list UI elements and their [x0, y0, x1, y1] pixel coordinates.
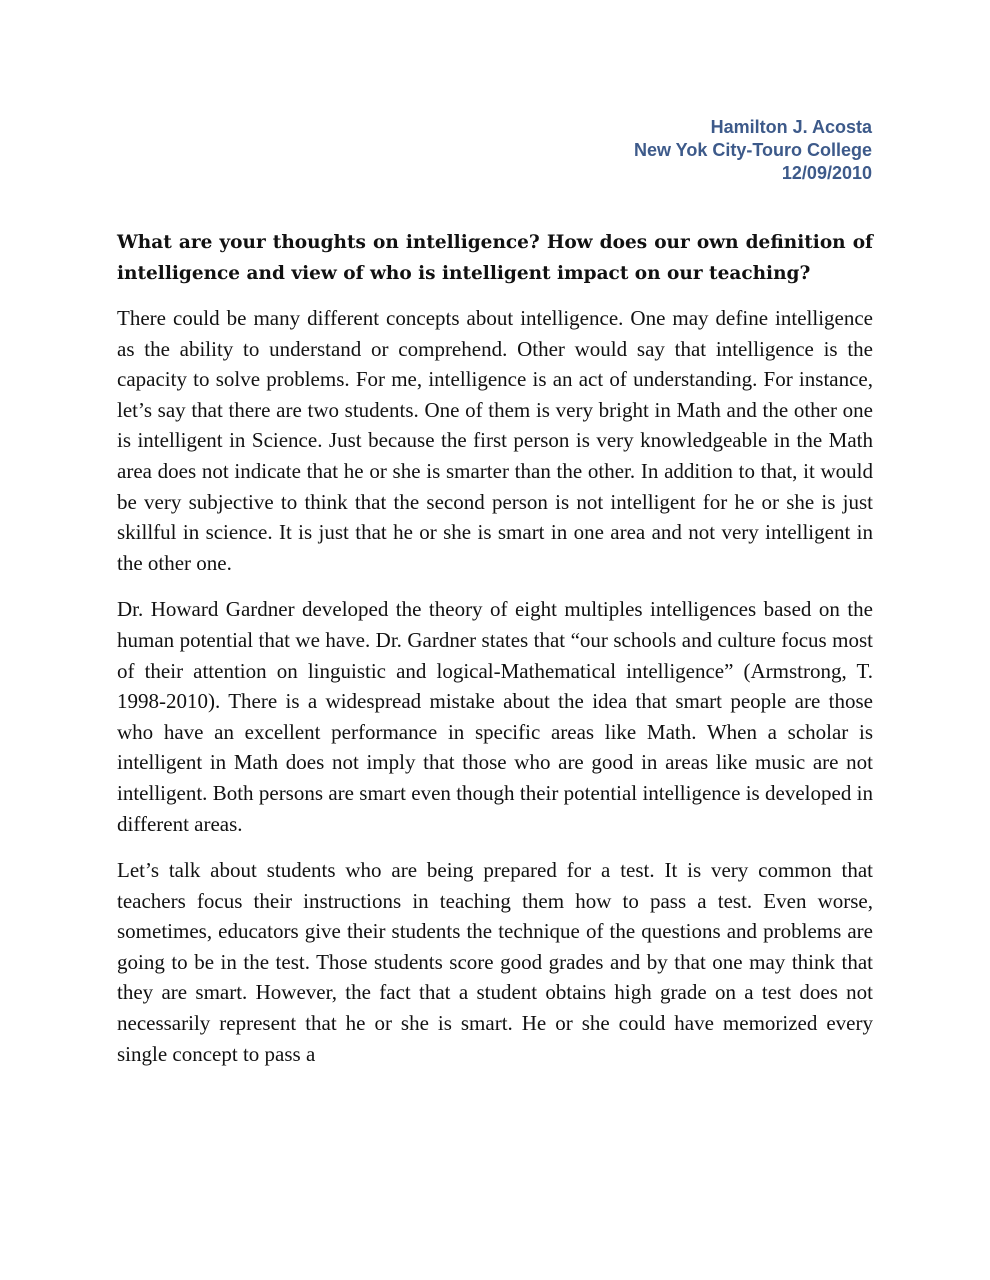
document-date: 12/09/2010 — [781, 163, 872, 183]
paragraph: Dr. Howard Gardner developed the theory of eight multiples intelligences based on the human potential that we have. Dr. Gardner states that “our schools and culture focus most of their attention on linguistic and logical-Mathematical intelligence” (Armstrong, T. 1998-2010). There is a widespread mistake about the idea that smart people are those who have an excellent performance in specific areas like Math. When a scholar is intelligent in Math does not imply that those who are good in areas like music are not intelligent. Both persons are smart even though their potential intelligence is developed in different areas. — [117, 597, 873, 836]
author-name: Hamilton J. Acosta — [710, 117, 872, 137]
author-header — [634, 116, 872, 185]
paragraph: There could be many different concepts about intelligence. One may define intelligence as the ability to understand or comprehend. Other would say that intelligence is the capacity to solve problems. For me, intelligence is an act of understanding. For instance, let’s say that there are two students. One of them is very bright in Math and the other one is intelligent in Science. Just because the first person is very knowledgeable in the Math area does not indicate that he or she is smarter than the other. In addition to that, it would be very subjective to think that the second person is not intelligent for he or she is just skillful in science. It is just that he or she is smart in one area and not very intelligent in the other one. — [117, 306, 873, 575]
institution-name: New Yok City-Touro College — [633, 140, 872, 160]
document-body — [117, 228, 873, 1085]
paragraph: Let’s talk about students who are being prepared for a test. It is very common that teachers focus their instructions in teaching them how to pass a test. Even worse, sometimes, educators give their students the technique of the questions and problems are going to be in the test. Those students score good grades and by that one may think that they are smart. However, the fact that a student obtains high grade on a test does not necessarily represent that he or she is smart. He or she could have memorized every single concept to pass a — [117, 858, 873, 1066]
question-heading: What are your thoughts on intelligence? How does our own definition of intelligence and view of who is intelligent impact on our teaching? — [117, 232, 873, 284]
